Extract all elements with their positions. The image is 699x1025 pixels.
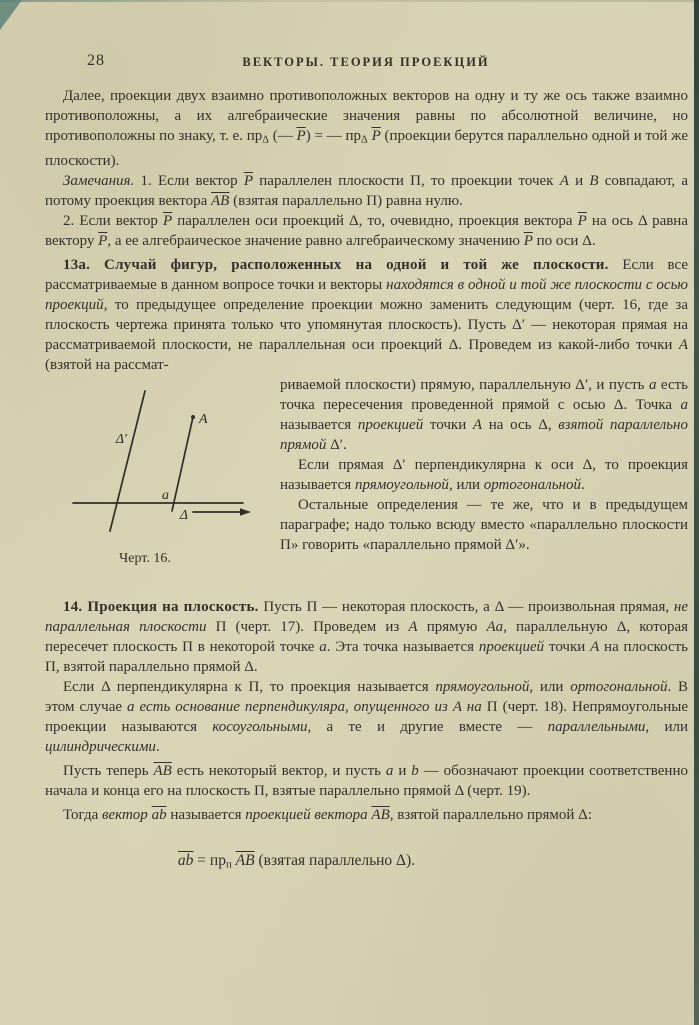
axis-arrow-head — [240, 508, 251, 516]
line-A-a — [172, 417, 193, 511]
paragraph-opposite-vectors: Далее, проекции двух взаимно противоположных векторов на одну и ту же ось также взаимно противоположны, а их алгебраические значения равны по абсолютной величине, но противоположны по знаку, т. е. прΔ (— $\overline{P}$) = — прΔ $\overline{P}$ (проекции берутся параллельно одной и той же плоскости). — [45, 88, 688, 169]
figure-16-drawing — [45, 385, 280, 543]
figure-text-wrap-zone — [45, 375, 688, 566]
page-right-edge — [694, 0, 699, 1025]
figure-16 — [45, 385, 280, 597]
label-axis-delta: Δ — [179, 507, 188, 523]
page-number: 28 — [87, 52, 105, 69]
figure-16-caption: Черт. 16. — [119, 550, 171, 566]
paragraph-section-13a: 13а. Случай фигур, расположенных на одной и той же плоскости. Если все рассматриваемые в данном вопросе точки и векторы находятся в одной и той же плоскости с осью проекций, то предыдущее определение проекции можно заменить следующим (черт. 16, где за плоскость чертежа принята только что упомянутая плоскость). Пусть Δ′ — некоторая прямая на рассматриваемой плоскости, не параллельная оси проекций Δ. Проведем из какой-либо точки A (взятой на рассмат- — [45, 256, 689, 373]
paragraph-perpendicular: Если прямая Δ′ перпендикулярна к оси Δ, то проекция называется прямоугольной, или ортогональной. — [280, 456, 688, 493]
paragraph-remark-2: 2. Если вектор $\overline{P}$ параллелен оси проекций Δ, то, очевидно, проекция вектора $\overline{P}$ на ось Δ равна вектору $\overline{P}$, а ее алгебраическое значение равно алгебраическому значению $\overline{P}$ по оси Δ. — [45, 212, 688, 249]
paragraph-let-ab: Пусть теперь $\overline{AB}$ есть некоторый вектор, и пусть a и b — обозначают проекции соответственно начала и конца его на плоскость П, взятые параллельно прямой Δ (черт. 19). — [45, 762, 688, 799]
paragraph-13a-continued: риваемой плоскости) прямую, параллельную Δ′, и пусть a есть точка пересечения проведенной прямой с осью Δ. Точка a называется проекцией точки A на ось Δ, взятой параллельно прямой Δ′. — [280, 376, 688, 453]
paragraph-section-14: 14. Проекция на плоскость. Пусть П — некоторая плоскость, а Δ — произвольная прямая, не параллельная плоскости П (черт. 17). Проведем из A прямую Aa, параллельную Δ, которая пересечет плоскость П в некоторой точке a. Эта точка называется проекцией точки A на плоскость П, взятой параллельно прямой Δ. — [45, 598, 689, 675]
paragraph-then-vector: Тогда вектор $\overline{ab}$ называется проекцией вектора $\overline{AB}$, взятой параллельно прямой Δ: — [63, 806, 592, 823]
paragraph-remark-1: Замечания. 1. Если вектор $\overline{P}$ параллелен плоскости П, то проекции точек A и B совпадают, а потому проекция вектора $\overline{AB}$ (взятая параллельно П) равна нулю. — [45, 172, 689, 209]
running-title: ВЕКТОРЫ. ТЕОРИЯ ПРОЕКЦИЙ — [242, 55, 490, 69]
paragraph-other-definitions: Остальные определения — те же, что и в предыдущем параграфе; надо только всюду вместо «параллельно плоскости П» говорить «параллельно прямой Δ′». — [280, 496, 688, 553]
formula-projection: $\overline{ab}$ = прп $\overline{AB}$ (взятая параллельно Δ). — [177, 851, 416, 871]
label-point-A: A — [199, 411, 208, 427]
page-corner-background — [0, 0, 22, 30]
page-top-edge — [0, 0, 699, 2]
label-point-a: a — [162, 487, 169, 503]
line-delta-prime — [110, 391, 145, 531]
paragraph-orthogonal: Если Δ перпендикулярна к П, то проекция называется прямоугольной, или ортогональной. В этом случае a есть основание перпендикуляра, опущенного из A на П (черт. 18). Непрямоугольные проекции называются косоугольными, а те и другие вместе — параллельными, или цилиндрическими. — [45, 678, 689, 755]
page-header — [45, 52, 687, 74]
label-delta-prime: Δ′ — [115, 431, 127, 447]
point-A-dot — [191, 415, 195, 419]
page-body — [45, 86, 688, 874]
